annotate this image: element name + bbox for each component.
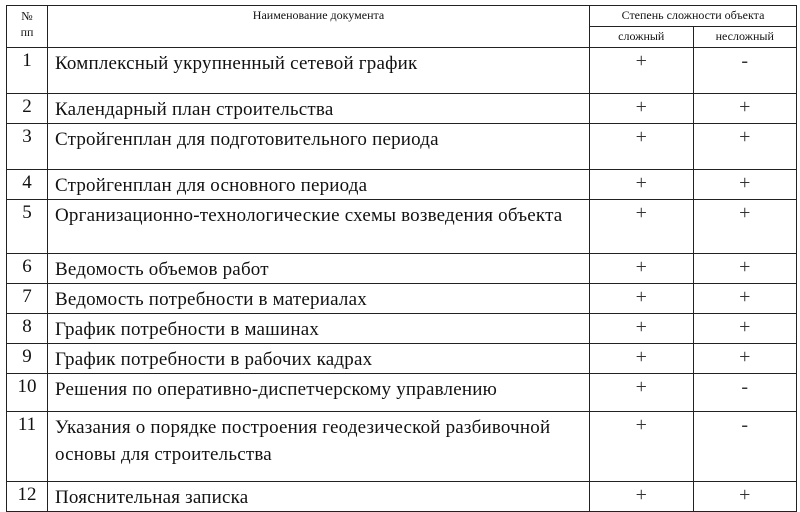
header-complex-label: сложный: [618, 29, 665, 43]
row-num: 10: [7, 374, 48, 412]
row-complex-mark: +: [590, 200, 694, 254]
row-simple-mark: -: [693, 412, 797, 482]
header-num: [7, 6, 48, 48]
row-num: 8: [7, 314, 48, 344]
row-name: График потребности в рабочих кадрах: [48, 344, 590, 374]
header-simple: [693, 27, 797, 48]
table-row: [7, 254, 797, 284]
row-simple-mark: +: [693, 124, 797, 170]
row-num: 5: [7, 200, 48, 254]
row-name: Стройгенплан для основного периода: [48, 170, 590, 200]
row-num: 7: [7, 284, 48, 314]
row-complex-mark: +: [590, 314, 694, 344]
row-name: Организационно-технологические схемы возведения объекта: [48, 200, 590, 254]
row-num: 11: [7, 412, 48, 482]
row-num: 4: [7, 170, 48, 200]
header-complexity: [590, 6, 797, 27]
row-num: 1: [7, 48, 48, 94]
table-row: [7, 94, 797, 124]
table-row: [7, 412, 797, 482]
header-complex: [590, 27, 694, 48]
row-num: 12: [7, 482, 48, 512]
row-name: Указания о порядке построения геодезической разбивочной основы для строительства: [48, 412, 590, 482]
row-name: График потребности в машинах: [48, 314, 590, 344]
header-num-label: № пп: [20, 9, 34, 39]
header-name: [48, 6, 590, 48]
row-num: 2: [7, 94, 48, 124]
table-row: [7, 314, 797, 344]
row-simple-mark: +: [693, 254, 797, 284]
row-simple-mark: +: [693, 482, 797, 512]
table-row: [7, 48, 797, 94]
row-num: 6: [7, 254, 48, 284]
row-simple-mark: +: [693, 200, 797, 254]
table-row: [7, 200, 797, 254]
row-simple-mark: +: [693, 284, 797, 314]
table-row: [7, 374, 797, 412]
row-complex-mark: +: [590, 284, 694, 314]
row-name: Ведомость объемов работ: [48, 254, 590, 284]
header-row-top: [7, 6, 797, 27]
row-simple-mark: +: [693, 170, 797, 200]
row-simple-mark: +: [693, 344, 797, 374]
table-row: [7, 124, 797, 170]
table-row: [7, 170, 797, 200]
documents-table: [6, 5, 797, 512]
row-complex-mark: +: [590, 124, 694, 170]
row-complex-mark: +: [590, 254, 694, 284]
row-name: Ведомость потребности в материалах: [48, 284, 590, 314]
row-complex-mark: +: [590, 374, 694, 412]
table-row: [7, 344, 797, 374]
row-name: Решения по оперативно-диспетчерскому управлению: [48, 374, 590, 412]
table-row: [7, 482, 797, 512]
header-name-label: Наименование документа: [252, 8, 385, 22]
row-complex-mark: +: [590, 344, 694, 374]
row-simple-mark: -: [693, 374, 797, 412]
row-complex-mark: +: [590, 412, 694, 482]
row-simple-mark: -: [693, 48, 797, 94]
row-complex-mark: +: [590, 482, 694, 512]
row-name: Комплексный укрупненный сетевой график: [48, 48, 590, 94]
row-complex-mark: +: [590, 48, 694, 94]
row-complex-mark: +: [590, 170, 694, 200]
row-name: Стройгенплан для подготовительного периода: [48, 124, 590, 170]
row-num: 3: [7, 124, 48, 170]
header-complexity-label: Степень сложности объекта: [621, 8, 765, 22]
row-complex-mark: +: [590, 94, 694, 124]
table-row: [7, 284, 797, 314]
row-name: Пояснительная записка: [48, 482, 590, 512]
row-name: Календарный план строительства: [48, 94, 590, 124]
row-simple-mark: +: [693, 314, 797, 344]
header-simple-label: несложный: [715, 29, 774, 43]
row-simple-mark: +: [693, 94, 797, 124]
row-num: 9: [7, 344, 48, 374]
